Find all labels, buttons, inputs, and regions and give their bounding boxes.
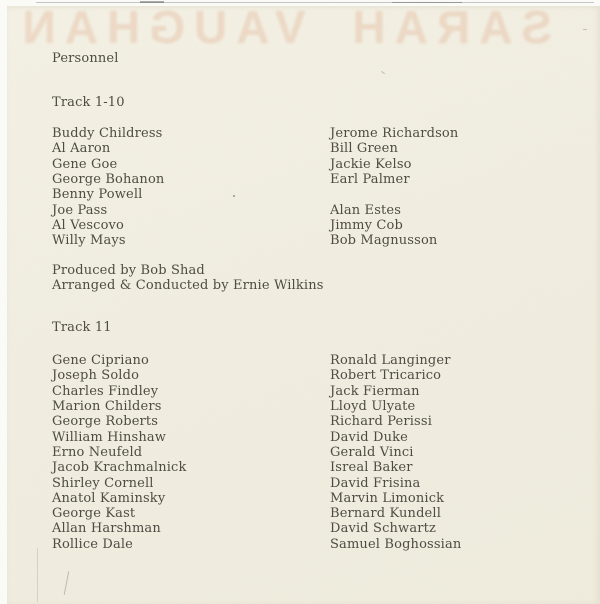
personnel-name [330, 187, 458, 202]
personnel-name: Shirley Cornell [52, 475, 154, 491]
personnel-name: Jack Fierman [330, 383, 420, 399]
produced-by-credit: Produced by Bob Shad [52, 263, 205, 278]
ghost-title-bleedthrough: SARAH VAUGHAN [13, 1, 552, 53]
personnel-name: Al Aaron [52, 141, 111, 157]
personnel-heading: Personnel [52, 51, 119, 66]
personnel-name: David Frisina [330, 475, 421, 491]
personnel-name: Richard Perissi [330, 414, 432, 430]
track-1-10-right-column [330, 126, 458, 249]
personnel-name: Earl Palmer [330, 171, 410, 187]
personnel-name: Rollice Dale [52, 536, 134, 552]
track-11-heading: Track 11 [52, 320, 112, 335]
personnel-name: Bill Green [330, 141, 399, 157]
personnel-name: Bernard Kundell [330, 506, 442, 522]
personnel-name: Lloyd Ulyate [330, 398, 416, 414]
personnel-name: Gerald Vinci [330, 444, 414, 460]
personnel-name: William Hinshaw [52, 429, 167, 445]
personnel-name: Robert Tricarico [330, 368, 442, 384]
personnel-name: Bob Magnusson [330, 233, 438, 249]
personnel-name: Willy Mays [52, 233, 126, 249]
personnel-name: Gene Cipriano [52, 353, 149, 368]
credits-block [52, 263, 324, 294]
personnel-name: Benny Powell [52, 187, 143, 203]
track-1-10-heading: Track 1-10 [52, 95, 125, 110]
personnel-name: Marvin Limonick [330, 490, 445, 506]
personnel-name: Ronald Langinger [330, 353, 451, 368]
personnel-name: Erno Neufeld [52, 444, 143, 460]
personnel-name: George Roberts [52, 414, 159, 430]
personnel-name: Buddy Childress [52, 126, 163, 141]
arranged-by-credit: Arranged & Conducted by Ernie Wilkins [52, 278, 324, 294]
personnel-name: Al Vescovo [52, 217, 125, 233]
personnel-name: David Duke [330, 429, 408, 445]
personnel-name: Alan Estes [330, 202, 402, 218]
track-11-left-column [52, 353, 186, 552]
personnel-name: George Bohanon [52, 171, 165, 187]
track-11-right-column [330, 353, 461, 552]
personnel-name: Jimmy Cob [330, 217, 403, 233]
track-1-10-left-column [52, 126, 164, 249]
personnel-name: Jackie Kelso [330, 156, 412, 172]
personnel-name: Samuel Boghossian [330, 536, 462, 552]
personnel-name: Gene Goe [52, 156, 118, 172]
personnel-name: David Schwartz [330, 521, 436, 537]
personnel-name: Allan Harshman [52, 521, 161, 537]
personnel-name: Anatol Kaminsky [52, 490, 166, 506]
personnel-name: Jacob Krachmalnick [52, 460, 187, 476]
personnel-name: George Kast [52, 506, 136, 522]
personnel-name: Isreal Baker [330, 460, 413, 476]
personnel-name: Charles Findley [52, 383, 159, 399]
personnel-name: Marion Childers [52, 398, 162, 414]
personnel-name: Jerome Richardson [330, 126, 459, 141]
personnel-name: Joe Pass [52, 202, 108, 218]
personnel-name: Joseph Soldo [52, 368, 140, 384]
